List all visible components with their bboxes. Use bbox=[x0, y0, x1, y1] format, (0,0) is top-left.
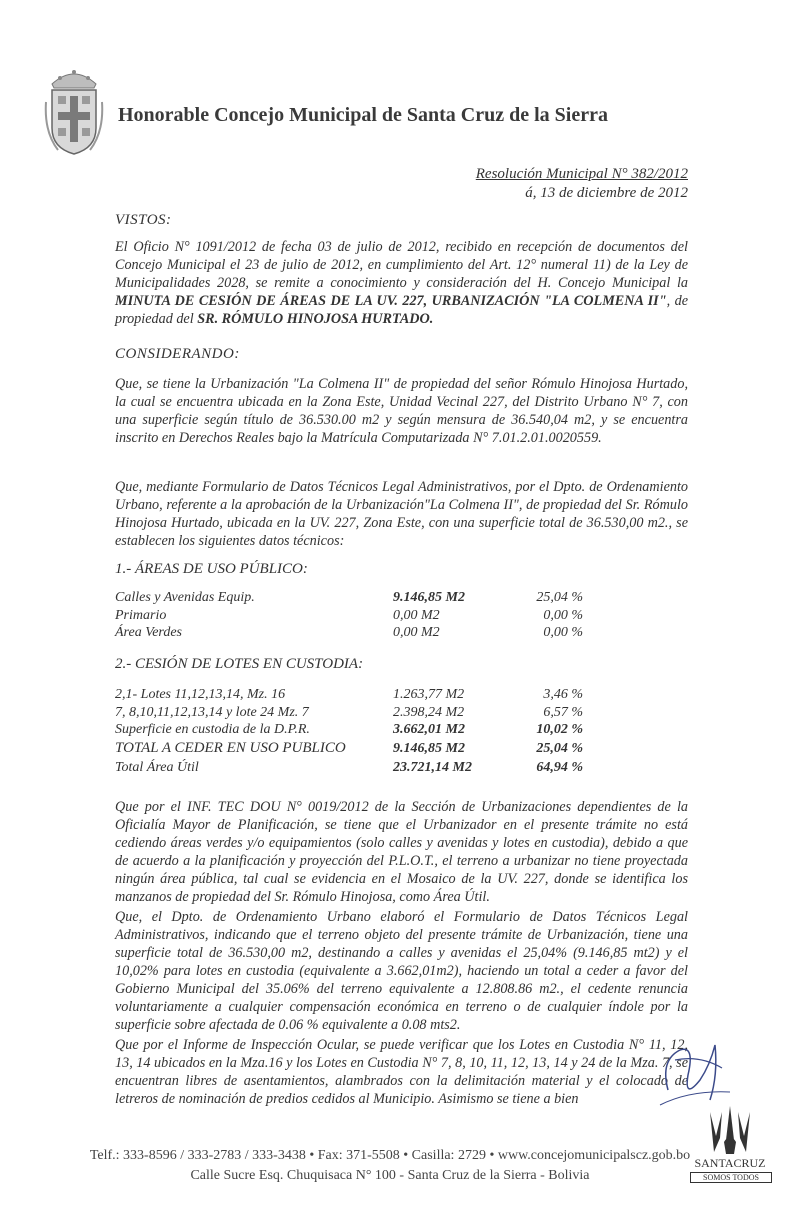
organization-title: Honorable Concejo Municipal de Santa Cruz de la Sierra bbox=[118, 104, 608, 126]
section-1-table bbox=[115, 589, 583, 642]
footer-address: Calle Sucre Esq. Chuquisaca N° 100 - Santa Cruz de la Sierra - Bolivia bbox=[190, 1168, 590, 1183]
paragraph-inspeccion: Que por el Informe de Inspección Ocular, se puede verificar que los Lotes en Custodia N° 11, 12, 13, 14 ubicados en la Mza.16 y los Lotes en Custodia N° 7, 8, 10, 11, 12, 13, 14 y 24 de la Mza. 7, se encuentran libres de asentamientos, alambrados con la delimitación material y el colocado de letreros de nominación de predios cedidos al Municipio. Asimismo se tiene a bien bbox=[115, 1037, 688, 1107]
row-percent: 25,04 % bbox=[536, 740, 583, 756]
row-label: Primario bbox=[115, 607, 167, 623]
row-label: TOTAL A CEDER EN USO PUBLICO bbox=[115, 739, 346, 756]
row-label: 2,1- Lotes 11,12,13,14, Mz. 16 bbox=[115, 687, 286, 702]
row-label: Área Verdes bbox=[115, 625, 182, 640]
logo-text: SANTACRUZ bbox=[694, 1156, 766, 1170]
row-percent: 64,94 % bbox=[536, 759, 583, 775]
resolution-number: Resolución Municipal N° 382/2012 bbox=[475, 166, 688, 182]
considerando-paragraph-1: Que, se tiene la Urbanización "La Colmena II" de propiedad del señor Rómulo Hinojosa Hurtado, la cual se encuentra ubicada en la Zona Este, Unidad Vecinal 227, del Distrito Urbano N° 7, con una superficie según título de 36.530.00 m2 y según mensura de 36.540,04 m2, y se encuentra inscrito en Derechos Reales bajo la Matrícula Computarizada N° 7.01.2.01.0020559. bbox=[115, 376, 688, 446]
considerando-paragraph-2: Que, mediante Formulario de Datos Técnicos Legal Administrativos, por el Dpto. de Ordenamiento Urbano, referente a la aprobación de la Urbanización"La Colmena II", de propiedad del Sr. Rómulo Hinojosa Hurtado, ubicada en la UV. 227, Zona Este, con una superficie total de 36.530,00 m2., se establecen los siguientes datos técnicos: bbox=[115, 479, 688, 549]
row-percent: 0,00 % bbox=[543, 607, 583, 623]
section-2-title: 2.- CESIÓN DE LOTES EN CUSTODIA: bbox=[115, 656, 364, 672]
section-2-table bbox=[115, 686, 583, 776]
vistos-heading: VISTOS: bbox=[115, 212, 172, 228]
considerando-heading: CONSIDERANDO: bbox=[115, 346, 240, 362]
row-label: Superficie en custodia de la D.P.R. bbox=[115, 722, 310, 737]
row-area: 2.398,24 M2 bbox=[393, 704, 465, 720]
row-percent: 3,46 % bbox=[543, 687, 583, 702]
row-area: 0,00 M2 bbox=[393, 625, 440, 640]
table-row bbox=[115, 607, 583, 625]
row-percent: 0,00 % bbox=[543, 625, 583, 640]
row-area: 23.721,14 M2 bbox=[393, 759, 472, 775]
table-row bbox=[115, 721, 583, 739]
paragraph-ordenamiento: Que, el Dpto. de Ordenamiento Urbano elaboró el Formulario de Datos Técnicos Legal Administrativos, indicando que el terreno objeto del presente trámite de Urbanización, tiene una superficie total de 36.530,00 m2, destinando a calles y avenidas el 25,04% (9.146,85 mt2) y el 10,02% para lotes en custodia (equivalente a 3.662,01m2), haciendo un total a ceder a favor del Gobierno Municipal del 35.06% del terreno equivalente a 12.808.86 m2., el cedente renuncia voluntariamente a cualquier compensación económica en terreno o de cualquier índole por la superficie sobre afectada de 0.06 % equivalente a 0.08 mts2. bbox=[115, 909, 688, 1033]
vistos-text-a: El Oficio N° 1091/2012 de fecha 03 de julio de 2012, recibido en recepción de documentos del Concejo Municipal el 23 de julio de 2012, en cumplimiento del Art. 12° numeral 11) de la Ley de Municipalidades 2028, se remite a conocimiento y consideración del H. Concejo Municipal la bbox=[115, 239, 688, 291]
row-area: 0,00 M2 bbox=[393, 607, 440, 623]
row-percent: 6,57 % bbox=[543, 704, 583, 720]
table-row-total bbox=[115, 739, 583, 759]
resolution-block bbox=[476, 165, 688, 203]
table-row bbox=[115, 704, 583, 722]
table-row bbox=[115, 589, 583, 607]
table-row bbox=[115, 624, 583, 642]
row-percent: 10,02 % bbox=[536, 722, 583, 737]
vistos-text-c: , de propiedad del bbox=[115, 293, 688, 327]
row-label: Total Área Útil bbox=[115, 759, 199, 775]
municipal-crest-icon bbox=[44, 62, 104, 158]
row-area: 9.146,85 M2 bbox=[393, 740, 465, 756]
row-percent: 25,04 % bbox=[536, 590, 583, 605]
santa-cruz-logo bbox=[690, 1092, 770, 1202]
row-area: 1.263,77 M2 bbox=[393, 687, 465, 702]
vistos-owner-name: SR. RÓMULO HINOJOSA HURTADO. bbox=[197, 311, 434, 327]
section-1-title: 1.- ÁREAS DE USO PÚBLICO: bbox=[115, 561, 308, 577]
resolution-date: á, 13 de diciembre de 2012 bbox=[525, 185, 688, 201]
logo-subtext: SOMOS TODOS bbox=[690, 1172, 772, 1183]
table-row bbox=[115, 759, 583, 777]
paragraph-inf-tec: Que por el INF. TEC DOU N° 0019/2012 de la Sección de Urbanizaciones dependientes de la Oficialía Mayor de Planificación, se tiene que el Urbanizador en el presente trámite no está cediendo áreas verdes y/o equipamientos (solo calles y avenidas y lotes en custodia), debido a que de acuerdo a la planificación y proyección del P.L.O.T., el terreno a urbanizar no tiene proyectada ningún área pública, tal cual se evidencia en el Mosaico de la UV. 227, donde se identifica los manzanos de propiedad del Sr. Rómulo Hinojosa, como Área Útil. bbox=[115, 799, 688, 905]
vistos-minuta-title: MINUTA DE CESIÓN DE ÁREAS DE LA UV. 227, URBANIZACIÓN "LA COLMENA II" bbox=[115, 293, 667, 309]
row-area: 9.146,85 M2 bbox=[393, 590, 465, 605]
row-label: 7, 8,10,11,12,13,14 y lote 24 Mz. 7 bbox=[115, 704, 309, 720]
footer-contact: Telf.: 333-8596 / 333-2783 / 333-3438 • Fax: 371-5508 • Casilla: 2729 • www.concejomunicipalscz.gob.bo bbox=[89, 1148, 691, 1163]
table-row bbox=[115, 686, 583, 704]
row-label: Calles y Avenidas Equip. bbox=[115, 590, 255, 605]
row-area: 3.662,01 M2 bbox=[393, 722, 465, 737]
vistos-paragraph bbox=[115, 238, 688, 328]
